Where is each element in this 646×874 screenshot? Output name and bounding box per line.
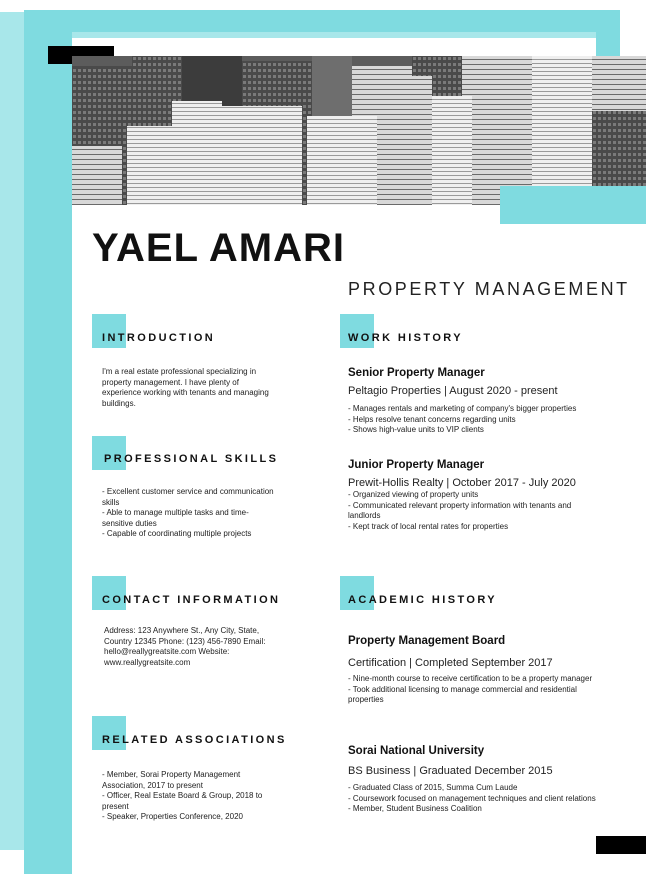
academic-entry-title: Sorai National University xyxy=(348,745,485,757)
association-item: - Speaker, Properties Conference, 2020 xyxy=(102,812,243,822)
job-company-dates: Prewit-Hollis Realty | October 2017 - July 2020 xyxy=(348,477,576,489)
contact-title: CONTACT INFORMATION xyxy=(102,594,281,606)
association-item: - Officer, Real Estate Board & Group, 2018 to present xyxy=(102,791,263,811)
skill-item: - Capable of coordinating multiple projects xyxy=(102,529,252,539)
introduction-text: I'm a real estate professional specializing in property management. I have plenty of experience working with tenants and managing buildings. xyxy=(102,367,269,408)
candidate-name: YAEL AMARI xyxy=(92,226,346,270)
job-duty: - Organized viewing of property units xyxy=(348,490,479,499)
job-title: Senior Property Manager xyxy=(348,367,485,379)
academic-history-title: ACADEMIC HISTORY xyxy=(348,594,498,606)
header-city-photo xyxy=(72,56,646,205)
academic-entry-detail: BS Business | Graduated December 2015 xyxy=(348,765,553,777)
job-duty: - Kept track of local rental rates for properties xyxy=(348,521,509,531)
skills-title: PROFESSIONAL SKILLS xyxy=(104,453,279,465)
job-duty: - Helps resolve tenant concerns regarding units xyxy=(348,414,516,424)
job-duty: - Shows high-value units to VIP clients xyxy=(348,425,484,435)
introduction-title: INTRODUCTION xyxy=(102,332,216,344)
job-duties xyxy=(348,404,600,436)
contact-text: Address: 123 Anywhere St., Any City, State, Country 12345 Phone: (123) 456-7890 Email: hello@reallygreatsite.com Website: www.reallygreatsite.com xyxy=(104,626,266,667)
decor-black-bar-bottom xyxy=(596,836,646,854)
academic-entry-detail: Certification | Completed September 2017 xyxy=(348,657,553,669)
job-title: Junior Property Manager xyxy=(348,459,485,471)
skill-item: - Excellent customer service and communication skills xyxy=(102,487,274,507)
skills-list xyxy=(102,487,278,540)
decor-frame-left xyxy=(24,10,72,874)
job-company-dates: Peltagio Properties | August 2020 - present xyxy=(348,385,558,397)
associations-list xyxy=(102,770,278,823)
skill-item: - Able to manage multiple tasks and time-sensitive duties xyxy=(102,508,249,528)
academic-note: - Member, Student Business Coalition xyxy=(348,804,482,814)
work-history-title: WORK HISTORY xyxy=(348,332,463,344)
decor-frame-right-strip xyxy=(596,10,620,56)
academic-note: - Took additional licensing to manage commercial and residential properties xyxy=(348,684,577,705)
associations-title: RELATED ASSOCIATIONS xyxy=(102,734,287,746)
academic-entry-title: Property Management Board xyxy=(348,635,506,647)
academic-note: - Nine-month course to receive certification to be a property manager xyxy=(348,674,593,683)
job-duty: - Communicated relevant property information with tenants and landlords xyxy=(348,500,572,521)
academic-entry-notes xyxy=(348,783,598,815)
photo-accent-block xyxy=(500,186,646,224)
candidate-role: PROPERTY MANAGEMENT xyxy=(348,279,630,299)
association-item: - Member, Sorai Property Management Association, 2017 to present xyxy=(102,770,241,790)
academic-note: - Graduated Class of 2015, Summa Cum Laude xyxy=(348,783,518,792)
job-duties xyxy=(348,490,600,532)
academic-note: - Coursework focused on management techniques and client relations xyxy=(348,793,596,803)
academic-entry-notes xyxy=(348,674,598,706)
job-duty: - Manages rentals and marketing of company's bigger properties xyxy=(348,404,577,413)
decor-frame-top xyxy=(24,10,620,32)
